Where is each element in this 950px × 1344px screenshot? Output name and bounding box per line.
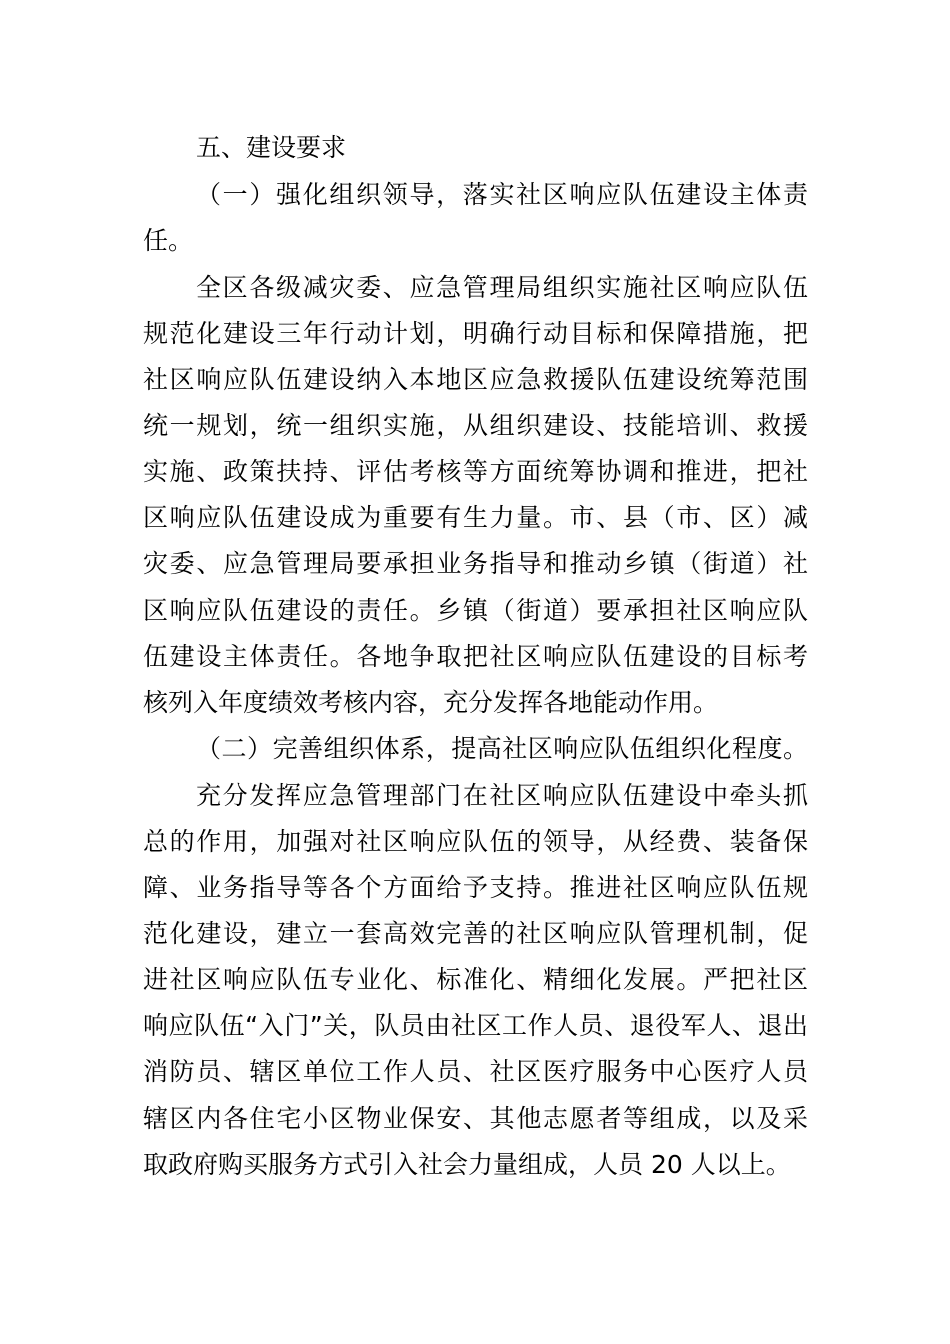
paragraph-1-line: 灾委、应急管理局要承担业务指导和推动乡镇（街道）社 [143,549,808,578]
paragraph-2-line: 取政府购买服务方式引入社会力量组成，人员 20 人以上。 [143,1150,791,1179]
paragraph-2-line: 响应队伍“入门”关，队员由社区工作人员、退役军人、退出 [143,1011,808,1040]
paragraph-2-line: 消防员、辖区单位工作人员、社区医疗服务中心医疗人员 [143,1057,808,1086]
paragraph-2-line: 范化建设，建立一套高效完善的社区响应队管理机制，促 [143,919,808,948]
paragraph-1-line: 规范化建设三年行动计划，明确行动目标和保障措施，把 [143,319,808,348]
subsection-1-heading-line-1: （一）强化组织领导，落实社区响应队伍建设主体责 [196,180,808,209]
paragraph-1-line: 社区响应队伍建设纳入本地区应急救援队伍建设统筹范围 [143,365,808,394]
paragraph-2-line: 总的作用，加强对社区响应队伍的领导，从经费、装备保 [143,827,808,856]
paragraph-1-line: 区响应队伍建设的责任。乡镇（街道）要承担社区响应队 [143,596,808,625]
paragraph-2-line: 障、业务指导等各个方面给予支持。推进社区响应队伍规 [143,873,808,902]
paragraph-1-line: 核列入年度绩效考核内容，充分发挥各地能动作用。 [143,688,719,717]
paragraph-1-line: 实施、政策扶持、评估考核等方面统筹协调和推进，把社 [143,457,808,486]
paragraph-2-line: 进社区响应队伍专业化、标准化、精细化发展。严把社区 [143,965,808,994]
paragraph-2-line: 辖区内各住宅小区物业保安、其他志愿者等组成，以及采 [143,1104,808,1133]
subsection-2-heading: （二）完善组织体系，提高社区响应队伍组织化程度。 [196,734,808,763]
paragraph-1-line: 伍建设主体责任。各地争取把社区响应队伍建设的目标考 [143,642,808,671]
section-heading: 五、建设要求 [196,133,347,162]
paragraph-1-line: 全区各级减灾委、应急管理局组织实施社区响应队伍 [196,273,808,302]
paragraph-2-line: 充分发挥应急管理部门在社区响应队伍建设中牵头抓 [196,781,808,810]
paragraph-1-line: 统一规划，统一组织实施，从组织建设、技能培训、救援 [143,411,808,440]
paragraph-1-line: 区响应队伍建设成为重要有生力量。市、县（市、区）减 [143,503,808,532]
subsection-1-heading-line-2: 任。 [143,226,194,255]
